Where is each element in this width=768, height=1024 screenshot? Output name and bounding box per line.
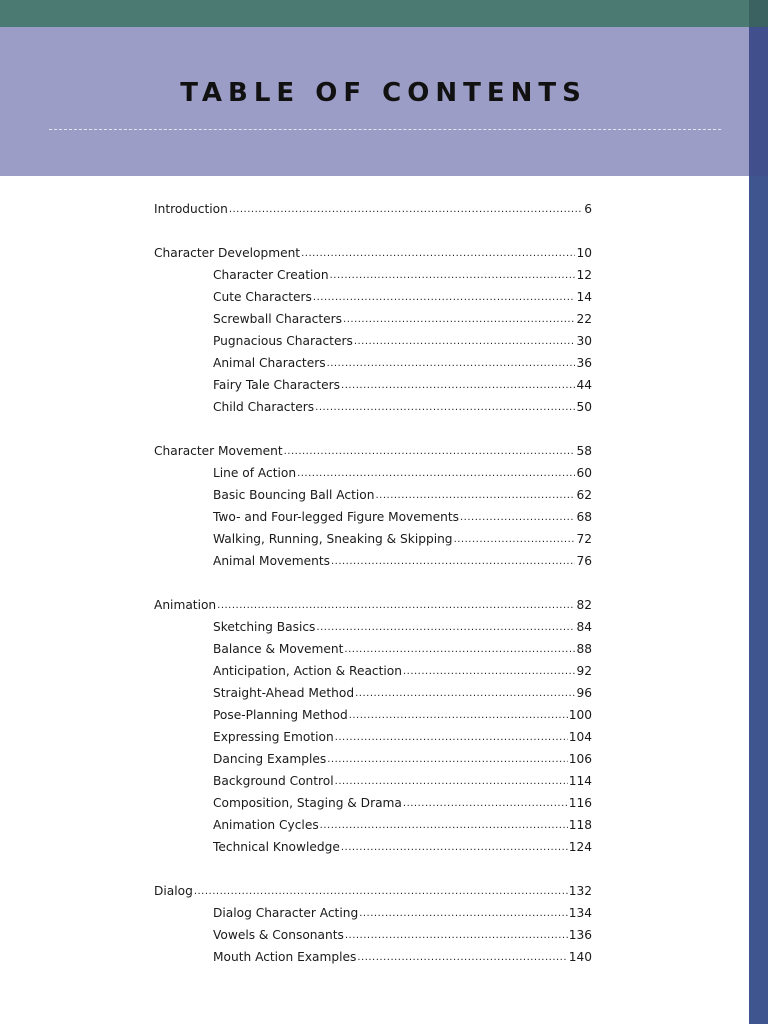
toc-entry-title: Technical Knowledge	[213, 840, 340, 854]
toc-section-entry[interactable]	[154, 704, 592, 726]
dot-leader	[357, 947, 567, 969]
toc-section-entry[interactable]	[154, 748, 592, 770]
dot-leader	[341, 837, 568, 859]
toc-section-entry[interactable]	[154, 506, 592, 528]
toc-page-number: 50	[576, 400, 592, 414]
toc-page-number: 96	[576, 686, 592, 700]
toc-page-number: 132	[568, 884, 592, 898]
toc-page-number: 88	[576, 642, 592, 656]
toc-page-number: 114	[568, 774, 592, 788]
toc-chapter-entry[interactable]	[154, 594, 592, 616]
toc-entry-title: Dialog	[154, 884, 193, 898]
toc-section-entry[interactable]	[154, 902, 592, 924]
toc-entry-title: Animation Cycles	[213, 818, 319, 832]
toc-chapter-entry[interactable]	[154, 242, 592, 264]
toc-entry-title: Introduction	[154, 202, 228, 216]
toc-page-number: 124	[568, 840, 592, 854]
dot-leader	[335, 727, 568, 749]
toc-section-entry[interactable]	[154, 836, 592, 858]
toc-entry-title: Composition, Staging & Drama	[213, 796, 402, 810]
toc-entry-title: Walking, Running, Sneaking & Skipping	[213, 532, 453, 546]
toc-page-number: 10	[576, 246, 592, 260]
dot-leader	[320, 815, 568, 837]
toc-section-entry[interactable]	[154, 308, 592, 330]
dot-leader	[217, 595, 575, 617]
dot-leader	[349, 705, 568, 727]
toc-entry-title: Child Characters	[213, 400, 315, 414]
toc-page-number: 136	[568, 928, 592, 942]
toc-section-entry[interactable]	[154, 462, 592, 484]
dot-leader	[330, 265, 576, 287]
toc-entry-title: Animal Movements	[213, 554, 330, 568]
toc-entry-title: Mouth Action Examples	[213, 950, 357, 964]
toc-section-entry[interactable]	[154, 484, 592, 506]
dot-leader	[316, 617, 575, 639]
top-color-band	[0, 0, 749, 27]
toc-chapter-entry[interactable]	[154, 198, 592, 220]
toc-section-entry[interactable]	[154, 396, 592, 418]
toc-section-entry[interactable]	[154, 286, 592, 308]
toc-section-entry[interactable]	[154, 792, 592, 814]
toc-chapter-entry[interactable]	[154, 880, 592, 902]
toc-section-entry[interactable]	[154, 682, 592, 704]
toc-section-entry[interactable]	[154, 660, 592, 682]
toc-section-entry[interactable]	[154, 330, 592, 352]
dot-leader	[341, 375, 575, 397]
toc-page-number: 92	[576, 664, 592, 678]
toc-entry-title: Sketching Basics	[213, 620, 316, 634]
toc-section-entry[interactable]	[154, 770, 592, 792]
toc-entry-title: Cute Characters	[213, 290, 312, 304]
dot-leader	[335, 771, 568, 793]
toc-entry-title: Animation	[154, 598, 217, 612]
dot-leader	[403, 793, 568, 815]
dot-leader	[301, 243, 575, 265]
title-dashed-divider	[49, 129, 721, 130]
dot-leader	[327, 353, 576, 375]
toc-section-entry[interactable]	[154, 374, 592, 396]
toc-entry-title: Character Movement	[154, 444, 283, 458]
toc-page-number: 140	[568, 950, 592, 964]
toc-section-entry[interactable]	[154, 726, 592, 748]
dot-leader	[284, 441, 576, 463]
dot-leader	[343, 309, 575, 331]
dot-leader	[297, 463, 575, 485]
toc-entry-title: Dancing Examples	[213, 752, 327, 766]
toc-section-entry[interactable]	[154, 814, 592, 836]
dot-leader	[460, 507, 575, 529]
toc-section-entry[interactable]	[154, 264, 592, 286]
dot-leader	[194, 881, 568, 903]
dot-leader	[327, 749, 568, 771]
toc-page-number: 104	[568, 730, 592, 744]
toc-section-entry[interactable]	[154, 946, 592, 968]
dot-leader	[355, 683, 575, 705]
toc-section-entry[interactable]	[154, 638, 592, 660]
toc-chapter-entry[interactable]	[154, 440, 592, 462]
toc-page-number: 60	[576, 466, 592, 480]
toc-page-number: 58	[576, 444, 592, 458]
dot-leader	[313, 287, 576, 309]
toc-page-number: 100	[568, 708, 592, 722]
toc-entry-title: Expressing Emotion	[213, 730, 334, 744]
toc-entry-title: Dialog Character Acting	[213, 906, 359, 920]
toc-page-number: 116	[568, 796, 592, 810]
toc-page-number: 62	[576, 488, 592, 502]
dot-leader	[454, 529, 576, 551]
toc-section-entry[interactable]	[154, 616, 592, 638]
table-of-contents-list	[154, 198, 592, 968]
dot-leader	[344, 639, 575, 661]
toc-page-number: 118	[568, 818, 592, 832]
toc-page-number: 82	[576, 598, 592, 612]
toc-page-number: 44	[576, 378, 592, 392]
toc-page-number: 68	[576, 510, 592, 524]
page-title: TABLE OF CONTENTS	[180, 78, 587, 108]
toc-section-entry[interactable]	[154, 924, 592, 946]
toc-entry-title: Pose-Planning Method	[213, 708, 348, 722]
toc-entry-title: Fairy Tale Characters	[213, 378, 341, 392]
toc-page-number: 12	[576, 268, 592, 282]
toc-entry-title: Background Control	[213, 774, 334, 788]
toc-entry-title: Animal Characters	[213, 356, 326, 370]
toc-entry-title: Line of Action	[213, 466, 297, 480]
dot-leader	[345, 925, 568, 947]
toc-entry-title: Anticipation, Action & Reaction	[213, 664, 402, 678]
toc-page-number: 22	[576, 312, 592, 326]
toc-entry-title: Straight-Ahead Method	[213, 686, 355, 700]
toc-entry-title: Balance & Movement	[213, 642, 344, 656]
toc-page-number: 84	[576, 620, 592, 634]
dot-leader	[359, 903, 568, 925]
toc-section-entry[interactable]	[154, 352, 592, 374]
toc-page-number: 6	[584, 202, 592, 216]
toc-page-number: 134	[568, 906, 592, 920]
dot-leader	[354, 331, 576, 353]
toc-entry-title: Character Development	[154, 246, 301, 260]
toc-page-number: 76	[576, 554, 592, 568]
dot-leader	[315, 397, 575, 419]
toc-entry-title: Two- and Four-legged Figure Movements	[213, 510, 459, 524]
dot-leader	[229, 199, 583, 221]
toc-entry-title: Character Creation	[213, 268, 329, 282]
toc-page-number: 72	[576, 532, 592, 546]
toc-section-entry[interactable]	[154, 528, 592, 550]
dot-leader	[375, 485, 575, 507]
toc-entry-title: Screwball Characters	[213, 312, 343, 326]
toc-page-number: 14	[576, 290, 592, 304]
toc-page-number: 30	[576, 334, 592, 348]
toc-entry-title: Basic Bouncing Ball Action	[213, 488, 375, 502]
toc-page-number: 36	[576, 356, 592, 370]
right-edge-bar-top	[749, 0, 768, 27]
dot-leader	[331, 551, 576, 573]
dot-leader	[403, 661, 576, 683]
toc-page-number: 106	[568, 752, 592, 766]
toc-entry-title: Pugnacious Characters	[213, 334, 353, 348]
toc-section-entry[interactable]	[154, 550, 592, 572]
toc-entry-title: Vowels & Consonants	[213, 928, 344, 942]
